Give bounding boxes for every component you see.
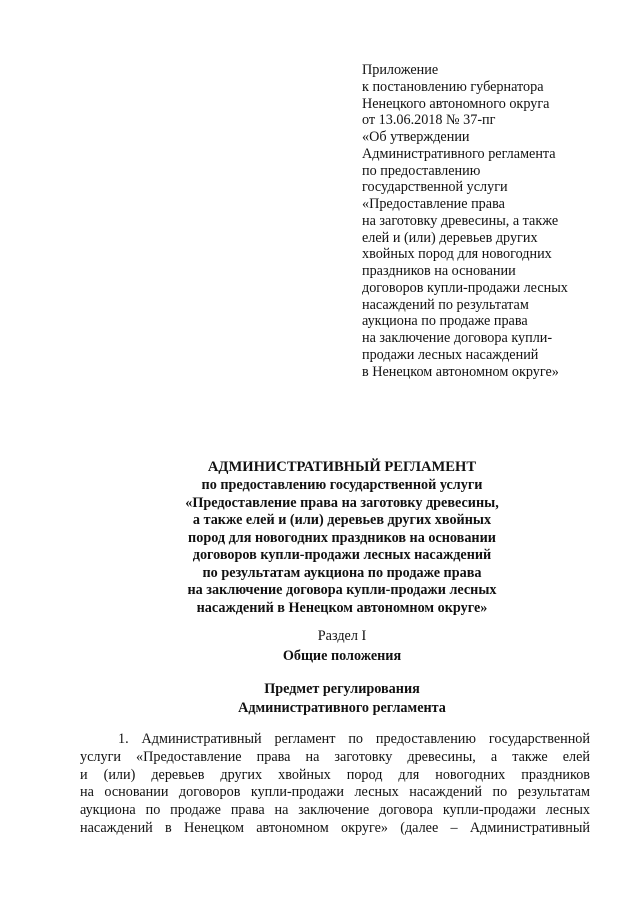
title-line: на заключение договора купли-продажи лесных — [187, 582, 497, 598]
title-line: а также елей и (или) деревьев других хвойных — [192, 512, 492, 528]
body-paragraph — [80, 731, 590, 838]
appendix-line: продажи лесных насаждений — [362, 346, 539, 363]
appendix-line: на заготовку древесины, а также — [362, 212, 559, 229]
paragraph-line: и (или) деревьев других хвойных пород для новогодних праздников — [80, 766, 590, 783]
appendix-line: к постановлению губернатора — [362, 78, 544, 95]
paragraph-line: услуги «Предоставление права на заготовку древесины, а также елей — [80, 748, 590, 765]
appendix-line: насаждений по результатам — [362, 296, 529, 313]
appendix-line: на заключение договора купли- — [362, 330, 553, 346]
paragraph-line: на основании договоров купли-продажи лесных насаждений по результатам — [80, 784, 590, 801]
section-title: Общие положения — [282, 648, 402, 664]
appendix-line: аукциона по продаже права — [362, 313, 528, 330]
title-line: насаждений в Ненецком автономном округе» — [196, 599, 488, 616]
subheading-line: Предмет регулирования — [264, 681, 420, 697]
appendix-block — [362, 62, 632, 380]
appendix-line: в Ненецком автономном округе» — [362, 363, 559, 380]
appendix-line: договоров купли-продажи лесных — [362, 279, 568, 296]
title-line: договоров купли-продажи лесных насаждений — [192, 547, 492, 563]
appendix-line: от 13.06.2018 № 37-пг — [362, 112, 496, 129]
document-title-block — [80, 457, 604, 617]
appendix-line: «Предоставление права — [362, 196, 505, 212]
subheading — [80, 680, 604, 717]
title-line: пород для новогодних праздников на основании — [188, 529, 496, 546]
appendix-line: Приложение — [362, 62, 439, 78]
appendix-line: праздников на основании — [362, 263, 516, 279]
subheading-line: Административного регламента — [238, 699, 446, 716]
document-title: АДМИНИСТРАТИВНЫЙ РЕГЛАМЕНТ — [207, 459, 477, 475]
paragraph-line: 1. Административный регламент по предоставлению государственной — [118, 731, 590, 747]
appendix-line: «Об утверждении — [362, 129, 470, 145]
appendix-line: елей и (или) деревьев других — [362, 229, 538, 246]
appendix-line: Ненецкого автономного округа — [362, 95, 550, 112]
paragraph-line: аукциона по продаже права на заключение договора купли-продажи лесных — [80, 802, 590, 819]
paragraph-line: насаждений в Ненецком автономном округе» (далее – Административный — [80, 819, 590, 836]
appendix-line: Административного регламента — [362, 145, 556, 162]
section-label: Раздел I — [317, 628, 367, 644]
title-line: по результатам аукциона по продаже права — [202, 564, 482, 581]
appendix-line: хвойных пород для новогодних — [362, 246, 552, 263]
appendix-line: по предоставлению — [362, 162, 481, 179]
title-line: «Предоставление права на заготовку древесины, — [185, 494, 499, 511]
appendix-line: государственной услуги — [362, 179, 508, 196]
title-line: по предоставлению государственной услуги — [201, 477, 483, 493]
